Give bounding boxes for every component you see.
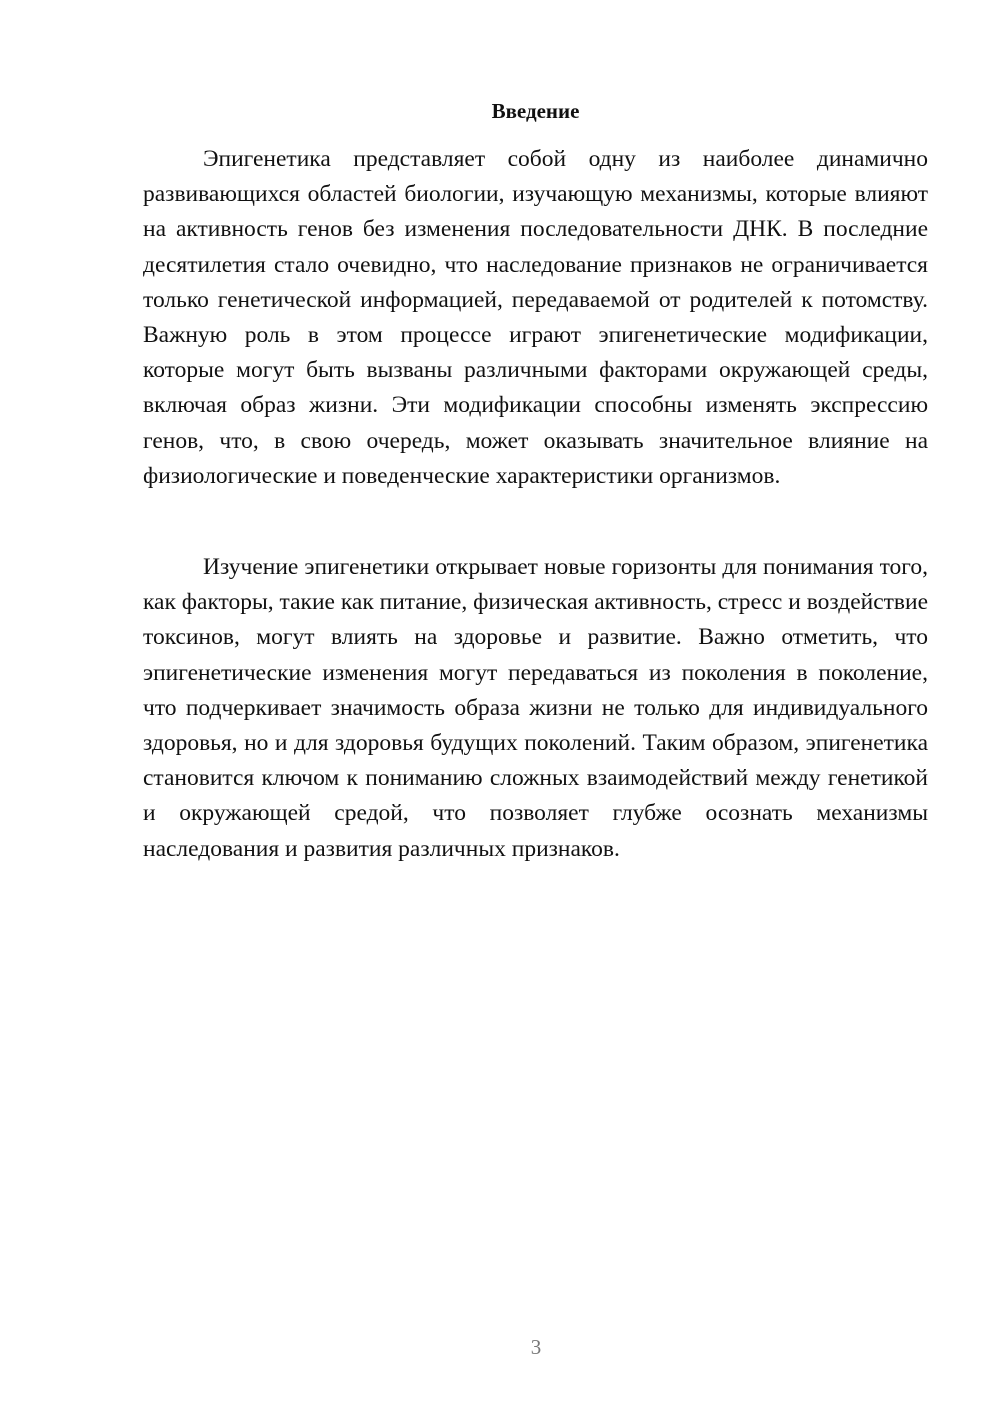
paragraph-2: Изучение эпигенетики открывает новые горизонты для понимания того, как факторы, такие как питание, физическая активность, стресс и воздействие токсинов, могут влиять на здоровье и развитие. Важно отметить, что эпигенетические изменения могут передаваться из поколения в поколение, что подчеркивает значимость образа жизни не только для индивидуального здоровья, но и для здоровья будущих поколений. Таким образом, эпигенетика становится ключом к пониманию сложных взаимодействий между генетикой и окружающей средой, что позволяет глубже осознать механизмы наследования и развития различных признаков. <box>143 554 929 862</box>
paragraph-1: Эпигенетика представляет собой одну из наиболее динамично развивающихся областей биологии, изучающую механизмы, которые влияют на активность генов без изменения последовательности ДНК. В последние десятилетия стало очевидно, что наследование признаков не ограничивается только генетической информацией, передаваемой от родителей к потомству. Важную роль в этом процессе играют эпигенетические модификации, которые могут быть вызваны различными факторами окружающей среды, включая образ жизни. Эти модификации способны изменять экспрессию генов, что, в свою очередь, может оказывать значительное влияние на физиологические и поведенческие характеристики организмов. <box>143 146 928 489</box>
section-title: Введение <box>491 99 580 123</box>
page-number: 3 <box>530 1335 542 1359</box>
